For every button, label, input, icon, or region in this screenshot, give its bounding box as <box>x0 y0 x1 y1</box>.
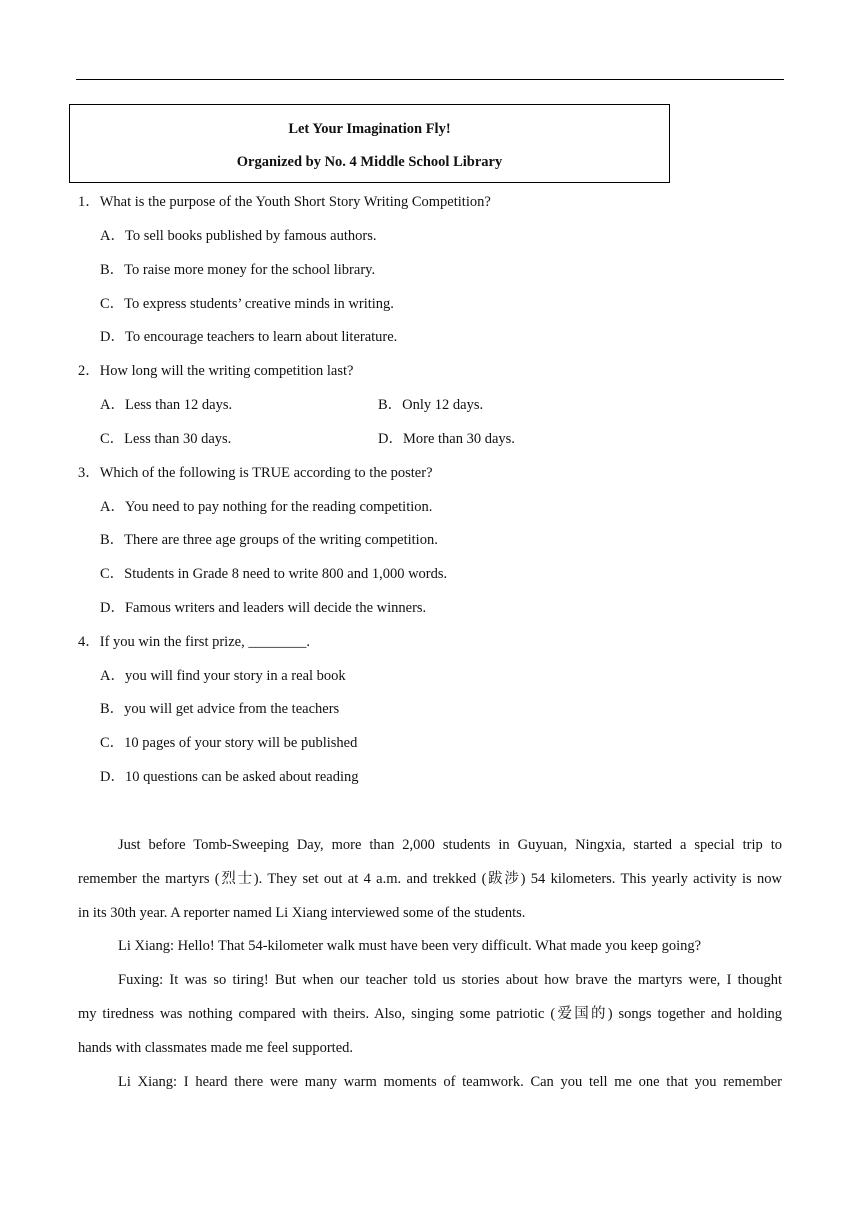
question-2-option-d: D．More than 30 days. <box>378 431 515 447</box>
question-3-option-b: B．There are three age groups of the writing competition. <box>100 532 438 548</box>
question-2-option-a: A．Less than 12 days. <box>100 397 233 413</box>
question-3-option-a: A．You need to pay nothing for the reading competition. <box>100 499 433 515</box>
passage-paragraph-2-line-1: Li Xiang: Hello! That 54-kilometer walk must have been very difficult. What made you keep going? <box>118 938 702 954</box>
question-3-stem: 3．Which of the following is TRUE according to the poster? <box>78 465 433 481</box>
question-1-option-a: A．To sell books published by famous authors. <box>100 228 377 244</box>
question-2-option-c: C．Less than 30 days. <box>100 431 232 447</box>
passage-paragraph-3-line-1: Fuxing: It was so tiring! But when our teacher told us stories about how brave the martyrs were, I thought <box>118 972 782 988</box>
poster-title: Let Your Imagination Fly! <box>288 121 451 137</box>
poster-title-box <box>69 104 670 183</box>
passage-paragraph-3-line-2: my tiredness was nothing compared with theirs. Also, singing some patriotic (爱国的) songs together and holding <box>78 1006 782 1022</box>
passage-paragraph-1-line-1: Just before Tomb-Sweeping Day, more than 2,000 students in Guyuan, Ningxia, started a special trip to <box>118 837 782 853</box>
question-1-stem: 1．What is the purpose of the Youth Short Story Writing Competition? <box>78 194 491 210</box>
passage-paragraph-3-line-3: hands with classmates made me feel supported. <box>78 1040 354 1056</box>
question-4-option-c: C．10 pages of your story will be published <box>100 735 358 751</box>
passage-paragraph-1-line-2: remember the martyrs (烈士). They set out at 4 a.m. and trekked (跋涉) 54 kilometers. This yearly activity is now <box>78 871 782 887</box>
question-1-option-d: D．To encourage teachers to learn about literature. <box>100 329 398 345</box>
question-4-option-b: B．you will get advice from the teachers <box>100 701 340 717</box>
question-4-stem: 4．If you win the first prize, ________. <box>78 634 310 650</box>
question-4-option-d: D．10 questions can be asked about reading <box>100 769 359 785</box>
question-1-option-c: C．To express students’ creative minds in writing. <box>100 296 394 312</box>
header-rule <box>76 79 784 80</box>
question-4-option-a: A．you will find your story in a real book <box>100 668 346 684</box>
question-3-option-d: D．Famous writers and leaders will decide the winners. <box>100 600 427 616</box>
question-2-option-b: B．Only 12 days. <box>378 397 484 413</box>
poster-organizer: Organized by No. 4 Middle School Library <box>236 154 503 170</box>
passage-paragraph-4-line-1: Li Xiang: I heard there were many warm moments of teamwork. Can you tell me one that you remember <box>118 1074 782 1090</box>
question-1-option-b: B．To raise more money for the school library. <box>100 262 376 278</box>
question-2-stem: 2．How long will the writing competition last? <box>78 363 354 379</box>
passage-paragraph-1-line-3: in its 30th year. A reporter named Li Xiang interviewed some of the students. <box>78 905 526 921</box>
question-3-option-c: C．Students in Grade 8 need to write 800 and 1,000 words. <box>100 566 448 582</box>
